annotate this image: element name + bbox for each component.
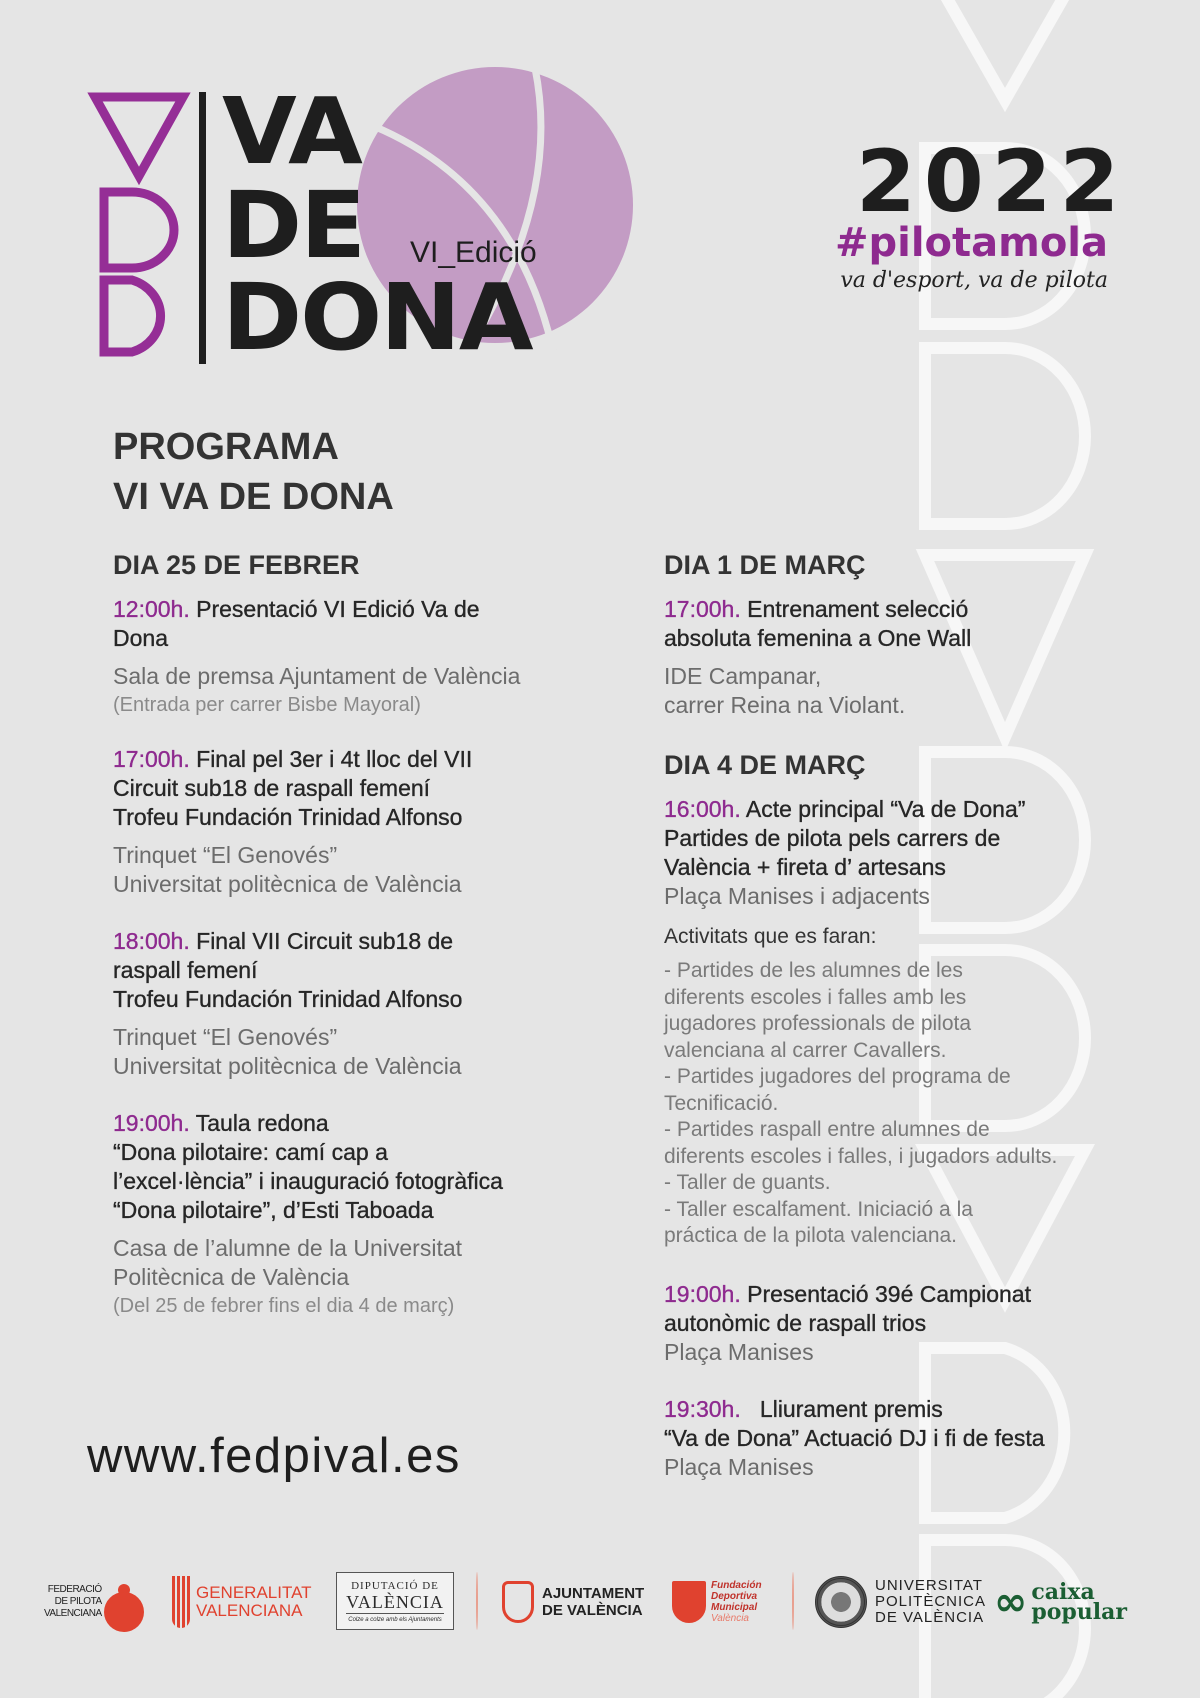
sponsor-upv [815, 1570, 986, 1634]
pilota-ball-icon [104, 1592, 144, 1632]
program-title-line: VI VA DE DONA [113, 476, 394, 518]
event-location: Universitat politècnica de València [113, 871, 462, 897]
event-location: Plaça Manises [664, 1338, 814, 1365]
year: 2022 [856, 132, 1128, 232]
day-heading: DIA 25 DE FEBRER [113, 550, 360, 580]
sponsor-text: Municipal [711, 1602, 758, 1613]
event-title: “Dona pilotaire: camí cap a [113, 1139, 388, 1165]
vdd-symbol-icon [95, 97, 183, 352]
event-title: absoluta femenina a One Wall [664, 625, 972, 651]
sponsor-text: DE PILOTA [54, 1596, 102, 1607]
event-title: Entrenament selecció [747, 596, 969, 622]
fdm-shield-icon [672, 1581, 706, 1623]
hashtag: #pilotamola [834, 220, 1108, 266]
activity-line: práctica de la pilota valenciana. [664, 1224, 958, 1247]
event-title: raspall femení [113, 957, 258, 983]
event-title: l’excel·lència” i inauguració fotogràfica [113, 1168, 503, 1194]
event-title: Final VII Circuit sub18 de [196, 928, 454, 954]
event [113, 1109, 633, 1320]
activity-line: - Taller escalfament. Iniciació a la [664, 1197, 973, 1221]
activities-list [664, 958, 1134, 1250]
logo-de: DE [222, 172, 364, 279]
activity-line: Tecnificació. [664, 1091, 779, 1115]
event-title: Presentació 39é Campionat [747, 1280, 1031, 1307]
program-title [113, 422, 394, 522]
activity-line: diferents escoles i falles amb les [664, 985, 967, 1009]
event [113, 595, 633, 719]
activity-line: valenciana al carrer Cavallers. [664, 1038, 947, 1062]
sponsor-text: POLITÈCNICA [875, 1593, 987, 1610]
event-note: (Del 25 de febrer fins el dia 4 de març) [113, 1295, 455, 1317]
event-title: València + fireta d’ artesans [664, 854, 946, 880]
event-title: Final pel 3er i 4t lloc del VII [196, 746, 473, 772]
program-title-line: PROGRAMA [113, 426, 339, 468]
event-time: 16:00h. [664, 796, 741, 822]
sponsor-text: Fundación [711, 1580, 762, 1591]
crest-icon [502, 1581, 534, 1623]
logo-divider [199, 92, 206, 364]
sponsor-text: caixa [1031, 1579, 1095, 1605]
event-location: Universitat politècnica de València [113, 1053, 462, 1079]
event-note: (Entrada per carrer Bisbe Mayoral) [113, 694, 421, 716]
sponsor-fundacion [672, 1570, 762, 1634]
day-heading: DIA 4 DE MARÇ [664, 750, 866, 780]
sponsor-text: popular [1031, 1599, 1127, 1625]
event-title: “Va de Dona” Actuació DJ i fi de festa [664, 1424, 1045, 1451]
sponsor-fedpival [44, 1570, 144, 1634]
event-location: Sala de premsa Ajuntament de València [113, 663, 521, 689]
event-title: Presentació VI Edició Va de [196, 596, 480, 622]
event-title: Dona [113, 625, 168, 651]
sponsor-text: VALENCIANA [44, 1608, 102, 1619]
event-title: autonòmic de raspall trios [664, 1309, 927, 1336]
activities-heading: Activitats que es faran: [664, 925, 877, 948]
event [113, 745, 633, 899]
sponsor-generalitat [172, 1570, 312, 1634]
activity-line: - Partides de les alumnes de les [664, 959, 963, 982]
event-time: 17:00h. [113, 746, 190, 772]
event-location: Plaça Manises i adjacents [664, 883, 930, 909]
tagline: va d'esport, va de pilota [840, 268, 1108, 293]
event-title: Circuit sub18 de raspall femení [113, 775, 431, 801]
sponsor-text: DIPUTACIÓ DE [351, 1579, 439, 1592]
logo-va: VA [222, 78, 361, 185]
event-time: 17:00h. [664, 596, 741, 622]
day-25-feb-section [113, 550, 633, 1320]
caixa-popular-icon: ∞ [994, 1579, 1028, 1625]
event-title: Partides de pilota pels carrers de [664, 825, 1001, 851]
event-location: carrer Reina na Violant. [664, 692, 906, 718]
activity-line: diferents escoles i falles, i jugadors adults. [664, 1144, 1058, 1168]
event-time: 12:00h. [113, 596, 190, 622]
sponsor-text: VALÈNCIA [346, 1591, 444, 1612]
sponsor-caixa-popular [994, 1570, 1127, 1634]
event [113, 927, 633, 1081]
event-title: Lliurament premis [747, 1395, 943, 1422]
sponsor-text: VALENCIANA [196, 1601, 303, 1620]
event-time: 19:00h. [664, 1280, 741, 1307]
logo-dona: DONA [222, 264, 532, 371]
website-link[interactable]: www.fedpival.es [87, 1429, 461, 1483]
event-time: 18:00h. [113, 928, 190, 954]
event-title: “Dona pilotaire”, d’Esti Taboada [113, 1197, 434, 1223]
event-title: Trofeu Fundación Trinidad Alfonso [113, 804, 463, 830]
sponsor-text: DE VALÈNCIA [542, 1602, 643, 1619]
event-title: Acte principal “Va de Dona” [745, 796, 1026, 822]
upv-seal-icon [815, 1576, 867, 1628]
sponsor-ajuntament [502, 1570, 644, 1634]
activity-line: jugadores professionals de pilota [664, 1012, 972, 1035]
event-location: Trinquet “El Genovés” [113, 1024, 338, 1050]
march-section [664, 550, 1134, 1482]
day-heading: DIA 1 DE MARÇ [664, 550, 866, 580]
sponsor-diputacio [336, 1572, 454, 1630]
event-location: Casa de l’alumne de la Universitat [113, 1235, 463, 1261]
sponsor-text: UNIVERSITAT [875, 1577, 983, 1594]
event-title: Taula redona [195, 1110, 329, 1136]
sponsor-text: GENERALITAT [196, 1583, 312, 1602]
edition-label: VI_Edició [410, 236, 537, 269]
activity-line: - Partides raspall entre alumnes de [664, 1118, 990, 1141]
coat-of-arms-icon [172, 1576, 190, 1628]
event-location: Politècnica de València [113, 1264, 350, 1290]
sponsor-text: AJUNTAMENT [542, 1585, 645, 1602]
event-location: IDE Campanar, [664, 663, 822, 689]
event-location: Trinquet “El Genovés” [113, 842, 338, 868]
sponsor-text: Colze a colze amb els Ajuntaments [348, 1616, 442, 1623]
event-time: 19:30h. [664, 1395, 741, 1422]
sponsor-text: València [711, 1613, 749, 1624]
event-location: Plaça Manises [664, 1453, 814, 1480]
event-title: Trofeu Fundación Trinidad Alfonso [113, 986, 463, 1012]
activity-line: - Partides jugadores del programa de [664, 1065, 1011, 1088]
sponsor-text: FEDERACIÓ [47, 1584, 102, 1595]
event-time: 19:00h. [113, 1110, 190, 1136]
activity-line: - Taller de guants. [664, 1171, 831, 1194]
sponsor-text: DE VALÈNCIA [875, 1609, 985, 1626]
sponsor-text: Deportiva [711, 1591, 758, 1602]
